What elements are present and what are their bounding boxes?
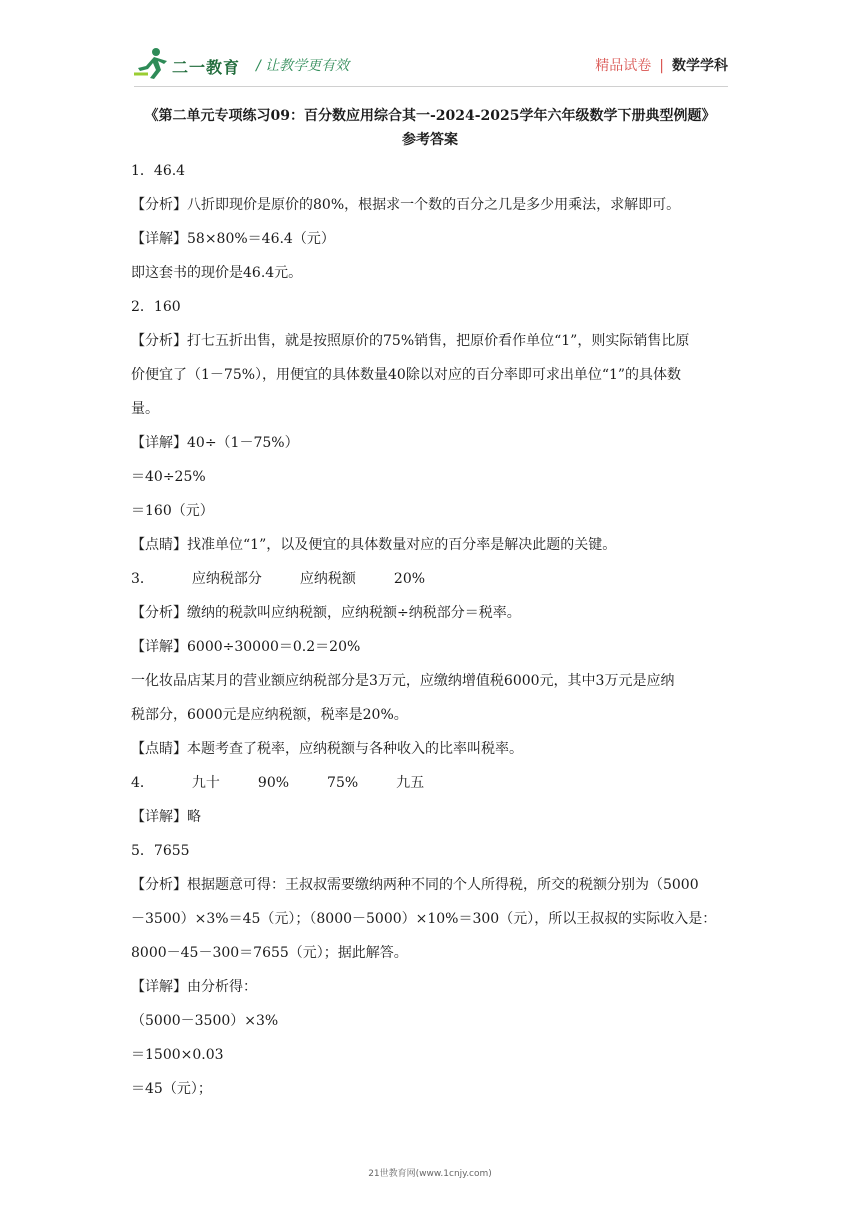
text-line: 量。 bbox=[131, 401, 159, 417]
text-line: 【分析】八折即现价是原价的80%，根据求一个数的百分之几是多少用乘法，求解即可。 bbox=[131, 197, 681, 213]
q4-number: 4． bbox=[131, 775, 154, 791]
runner-logo-icon bbox=[134, 46, 170, 80]
text-line: 一化妆品店某月的营业额应纳税部分是3万元，应缴纳增值税6000元，其中3万元是应纳 bbox=[131, 673, 675, 689]
page-footer: 21世教育网(www.1cnjy.com) bbox=[368, 1169, 492, 1179]
text-line: 【点睛】本题考查了税率，应纳税额与各种收入的比率叫税率。 bbox=[131, 741, 523, 757]
text-line: －3500）×3%＝45（元）；（8000－5000）×10%＝300（元），所以王叔叔的实际收入是： bbox=[131, 911, 717, 927]
document-title bbox=[120, 104, 740, 152]
page-header bbox=[134, 44, 728, 86]
q3-number: 3． bbox=[131, 571, 154, 587]
text-line: （5000－3500）×3% bbox=[131, 1013, 279, 1029]
logo bbox=[134, 44, 254, 84]
text-line: ＝1500×0.03 bbox=[131, 1047, 224, 1063]
text-line: 【详解】由分析得： bbox=[131, 979, 257, 995]
text-line: 2．160 bbox=[131, 299, 181, 315]
q3-answer-2: 应纳税额 bbox=[299, 571, 356, 587]
title-line-2: 参考答案 bbox=[402, 132, 458, 148]
answer-content bbox=[131, 154, 731, 1106]
q4-answer-2: 90% bbox=[257, 775, 290, 791]
q3-answer-3: 20% bbox=[393, 571, 426, 587]
q4-answer-4: 九五 bbox=[396, 775, 425, 791]
q4-answer-3: 75% bbox=[327, 775, 359, 791]
slogan: / 让教学更有效 bbox=[256, 58, 350, 74]
text-line: 【详解】40÷（1－75%） bbox=[131, 435, 299, 451]
q4-answer-line bbox=[131, 766, 731, 800]
subject-label: 数学学科 bbox=[672, 58, 728, 74]
text-line: 【分析】根据题意可得：王叔叔需要缴纳两种不同的个人所得税，所交的税额分别为（5000 bbox=[131, 877, 699, 893]
text-line: 5．7655 bbox=[131, 843, 190, 859]
q3-answer-1: 应纳税部分 bbox=[191, 571, 262, 587]
text-line: 【详解】略 bbox=[131, 809, 201, 825]
q4-answer-1: 九十 bbox=[191, 775, 220, 791]
text-line: 即这套书的现价是46.4元。 bbox=[131, 265, 303, 281]
text-line: ＝45（元）； bbox=[131, 1081, 212, 1097]
text-line: 8000－45－300＝7655（元）；据此解答。 bbox=[131, 945, 408, 961]
text-line: ＝160（元） bbox=[131, 503, 214, 519]
text-line: 【点睛】找准单位“1”，以及便宜的具体数量对应的百分率是解决此题的关键。 bbox=[131, 537, 617, 553]
text-line: 【详解】58×80%＝46.4（元） bbox=[131, 231, 335, 247]
text-line: 【分析】打七五折出售，就是按照原价的75%销售，把原价看作单位“1”，则实际销售比原 bbox=[131, 333, 690, 349]
text-line: 税部分，6000元是应纳税额，税率是20%。 bbox=[131, 707, 408, 723]
text-line: 价便宜了（1－75%），用便宜的具体数量40除以对应的百分率即可求出单位“1”的具体数 bbox=[131, 367, 682, 383]
title-line-1: 《第二单元专项练习09：百分数应用综合其一-2024-2025学年六年级数学下册典型例题》 bbox=[144, 108, 716, 124]
text-line: ＝40÷25% bbox=[131, 469, 206, 485]
logo-text: 二一教育 bbox=[172, 58, 241, 77]
text-line: 【详解】6000÷30000＝0.2＝20% bbox=[131, 639, 361, 655]
header-divider bbox=[134, 86, 728, 87]
badge-label: 精品试卷 bbox=[595, 58, 652, 74]
q3-answer-line bbox=[131, 562, 731, 596]
separator: | bbox=[659, 58, 664, 74]
header-right bbox=[595, 55, 728, 75]
text-line: 1．46.4 bbox=[131, 163, 186, 179]
text-line: 【分析】缴纳的税款叫应纳税额，应纳税额÷纳税部分＝税率。 bbox=[131, 605, 521, 621]
